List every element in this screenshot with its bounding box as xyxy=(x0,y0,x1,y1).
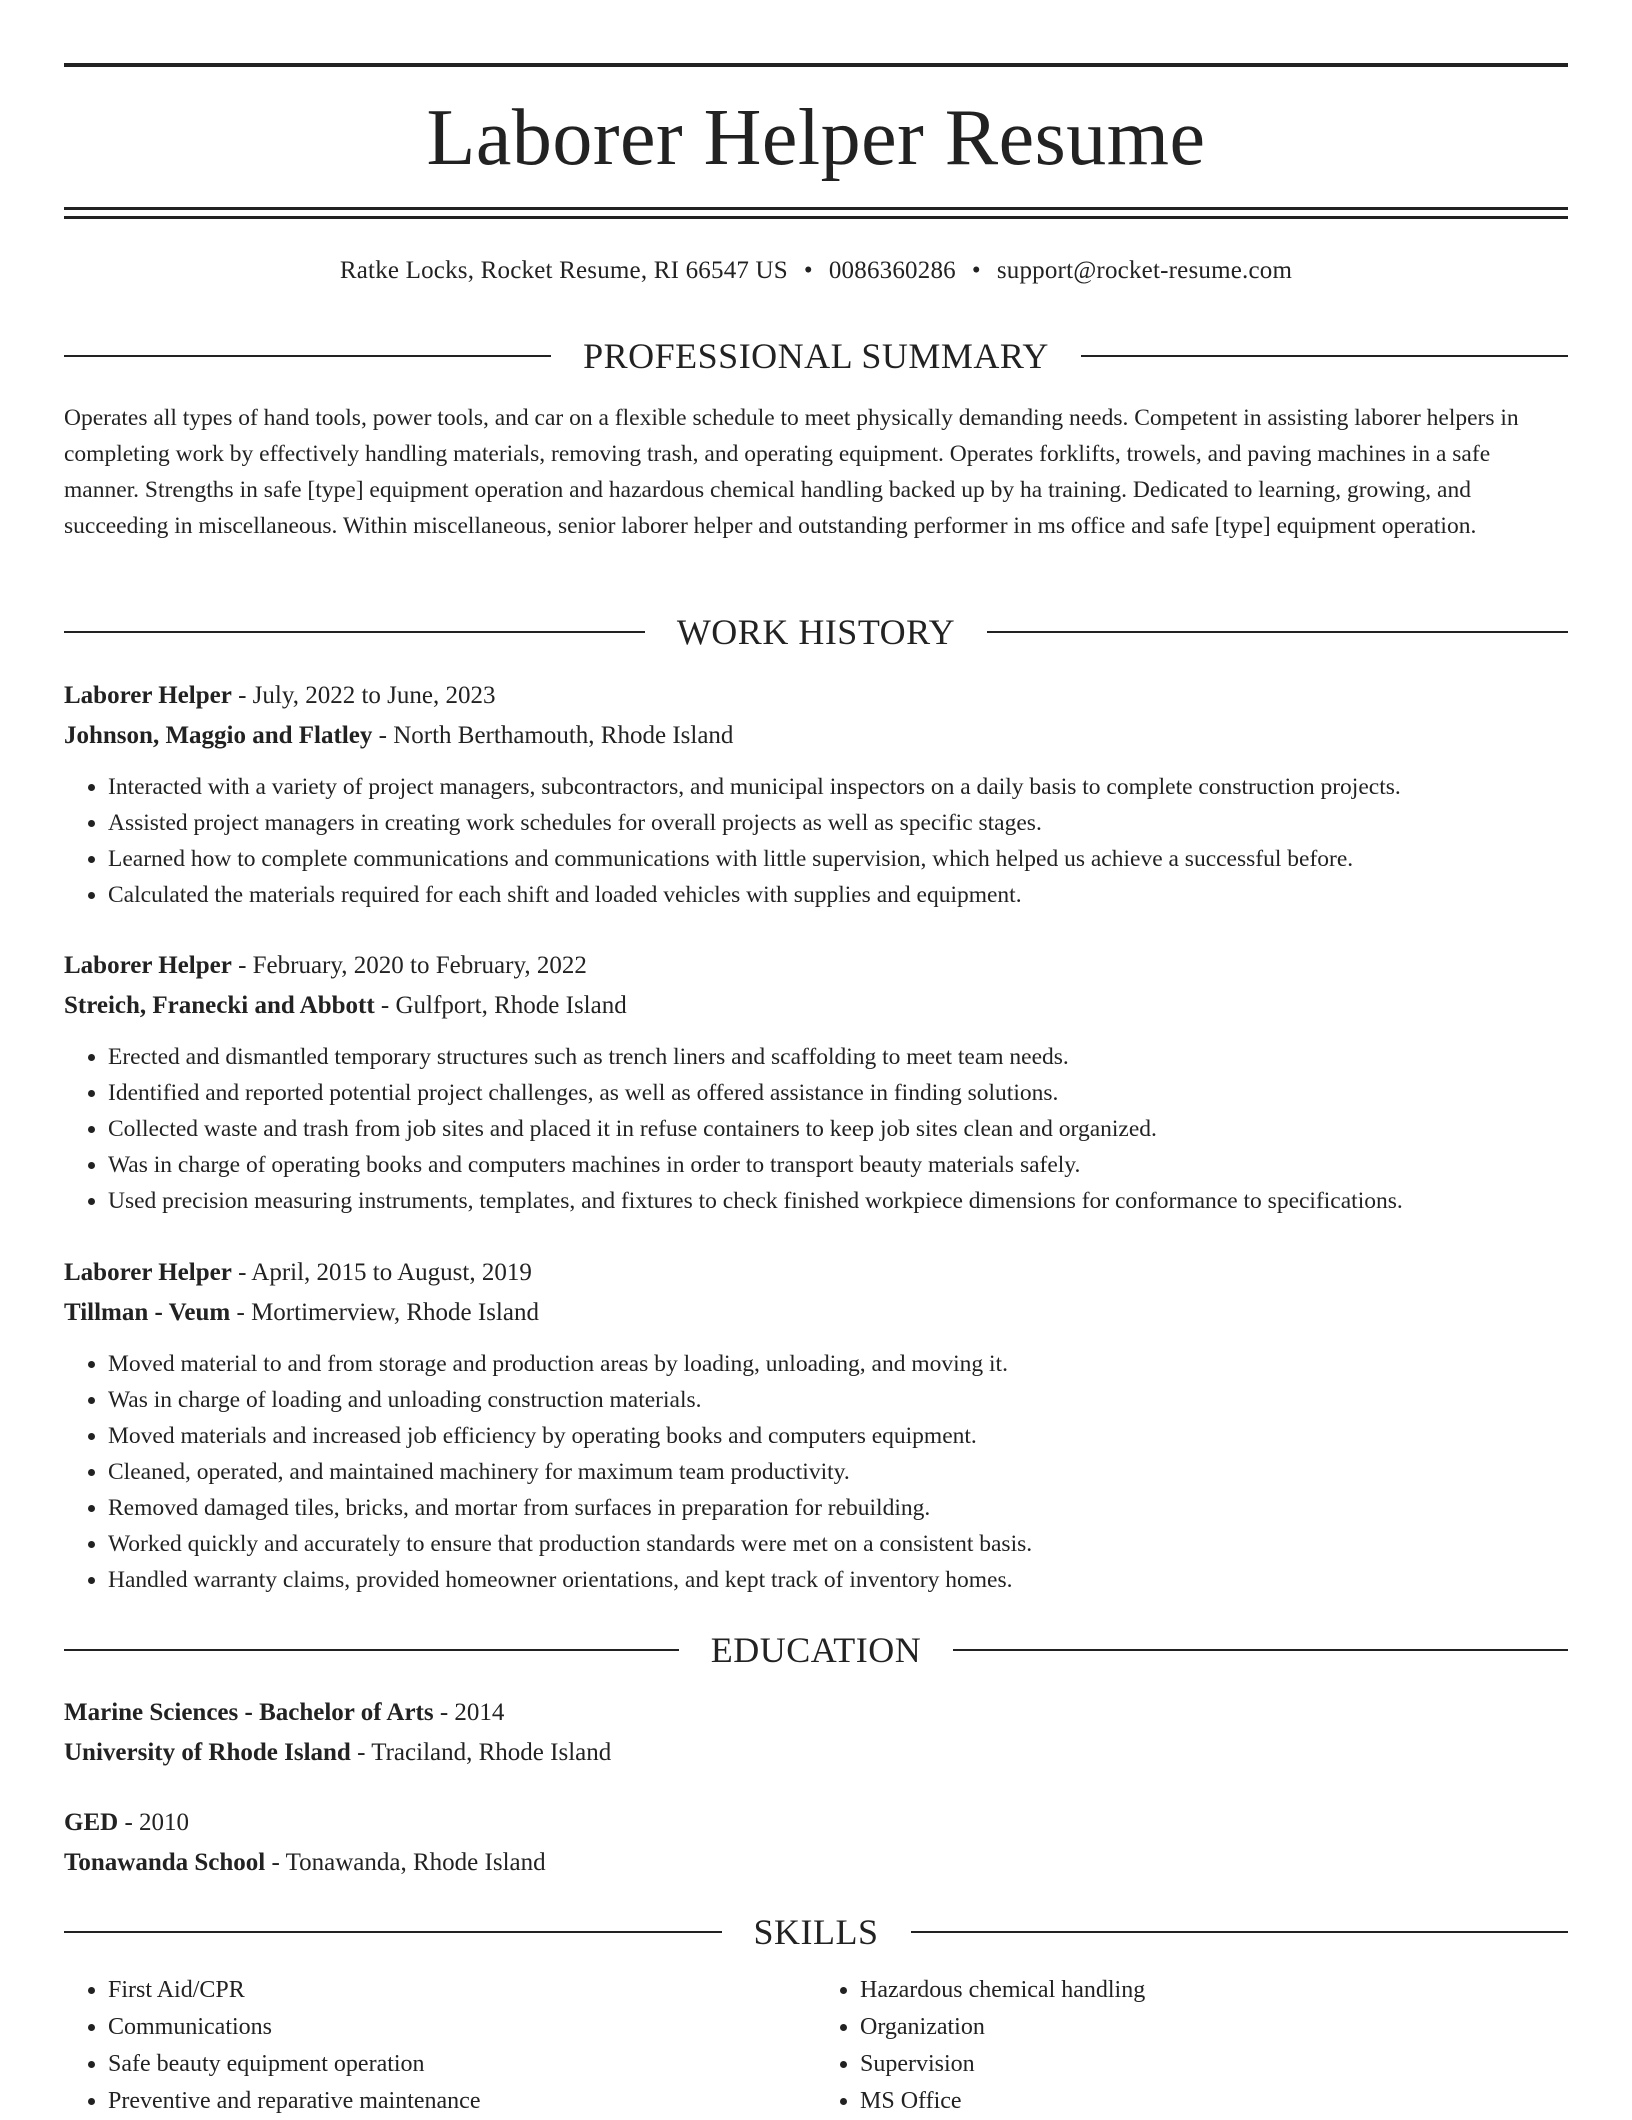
section-header-skills xyxy=(64,1910,1568,1954)
skill-item: • MS Office xyxy=(860,2083,1568,2120)
divider-line xyxy=(64,355,551,357)
job-entry xyxy=(64,677,1568,913)
job-dates: - July, 2022 to June, 2023 xyxy=(231,682,496,709)
education-school: Tonawanda School xyxy=(64,1849,266,1876)
resume-title: Laborer Helper Resume xyxy=(426,94,1206,182)
contact-phone: 0086360286 xyxy=(828,257,956,284)
list-item: • Moved materials and increased job efficiency by operating books and computers equipment. xyxy=(108,1418,1568,1454)
job-company: Johnson, Maggio and Flatley xyxy=(64,722,373,749)
list-item: • Calculated the materials required for each shift and loaded vehicles with supplies and equipment. xyxy=(108,877,1568,913)
section-header-work-history xyxy=(64,610,1568,654)
education-location: - Tonawanda, Rhode Island xyxy=(265,1849,546,1876)
skill-item: • Supervision xyxy=(860,2046,1568,2083)
skill-item: • First Aid/CPR xyxy=(108,1972,816,2009)
divider-line xyxy=(953,1649,1568,1651)
section-header-summary xyxy=(64,334,1568,378)
section-title: PROFESSIONAL SUMMARY xyxy=(583,336,1049,376)
education-degree: Marine Sciences - Bachelor of Arts xyxy=(64,1699,434,1726)
education-entry xyxy=(64,1694,1568,1772)
job-entry xyxy=(64,947,1568,1219)
job-company: Streich, Franecki and Abbott xyxy=(64,992,375,1019)
contact-separator: • xyxy=(803,257,813,284)
skill-item: • Preventive and reparative maintenance xyxy=(108,2083,816,2120)
skills-list-right xyxy=(816,1972,1568,2120)
section-title: EDUCATION xyxy=(710,1630,922,1670)
skill-item: • Organization xyxy=(860,2009,1568,2046)
education-entry xyxy=(64,1804,1568,1882)
double-rule-upper xyxy=(64,207,1568,210)
divider-line xyxy=(1081,355,1568,357)
divider-line xyxy=(64,1931,722,1933)
list-item: • Was in charge of operating books and computers machines in order to transport beauty materials safely. xyxy=(108,1147,1568,1183)
list-item: • Used precision measuring instruments, templates, and fixtures to check finished workpiece dimensions for conformance to specifications. xyxy=(108,1183,1568,1219)
list-item: • Learned how to complete communications and communications with little supervision, which helped us achieve a successful before. xyxy=(108,841,1568,877)
list-item: • Interacted with a variety of project managers, subcontractors, and municipal inspectors on a daily basis to complete construction projects. xyxy=(108,769,1568,805)
job-dates: - February, 2020 to February, 2022 xyxy=(231,952,587,979)
education-school: University of Rhode Island xyxy=(64,1739,351,1766)
job-entry xyxy=(64,1254,1568,1598)
list-item: • Erected and dismantled temporary structures such as trench liners and scaffolding to meet team needs. xyxy=(108,1039,1568,1075)
skills-columns xyxy=(64,1972,1568,2120)
list-item: • Identified and reported potential project challenges, as well as offered assistance in finding solutions. xyxy=(108,1075,1568,1111)
job-company: Tillman - Veum xyxy=(64,1299,231,1326)
list-item: • Removed damaged tiles, bricks, and mortar from surfaces in preparation for rebuilding. xyxy=(108,1490,1568,1526)
job-location: - Mortimerview, Rhode Island xyxy=(230,1299,539,1326)
skill-item: • Hazardous chemical handling xyxy=(860,1972,1568,2009)
contact-separator: • xyxy=(971,257,981,284)
skill-item: • Safe beauty equipment operation xyxy=(108,2046,816,2083)
list-item: • Collected waste and trash from job sites and placed it in refuse containers to keep job sites clean and organized. xyxy=(108,1111,1568,1147)
skills-list-left xyxy=(64,1972,816,2120)
list-item: • Was in charge of loading and unloading construction materials. xyxy=(108,1382,1568,1418)
top-rule xyxy=(64,63,1568,67)
education-location: - Traciland, Rhode Island xyxy=(350,1739,612,1766)
education-year: - 2014 xyxy=(433,1699,505,1726)
list-item: • Handled warranty claims, provided homeowner orientations, and kept track of inventory homes. xyxy=(108,1562,1568,1598)
list-item: • Moved material to and from storage and production areas by loading, unloading, and moving it. xyxy=(108,1346,1568,1382)
summary-text: Operates all types of hand tools, power tools, and car on a flexible schedule to meet physically demanding needs. Competent in assisting laborer helpers in completing work by effectively handling materials, removing trash, and operating equipment. Operates forklifts, trowels, and paving machines in a safe manner. Strengths in safe [type] equipment operation and hazardous chemical handling backed up by ha training. Dedicated to learning, growing, and succeeding in miscellaneous. Within miscellaneous, senior laborer helper and outstanding performer in ms office and safe [type] equipment operation. xyxy=(64,405,1519,539)
divider-line xyxy=(64,1649,679,1651)
divider-line xyxy=(987,631,1568,633)
job-duties-list xyxy=(64,769,1568,913)
contact-email[interactable]: support@rocket-resume.com xyxy=(996,257,1293,284)
list-item: • Worked quickly and accurately to ensure that production standards were met on a consistent basis. xyxy=(108,1526,1568,1562)
education-degree: GED xyxy=(64,1809,119,1836)
job-title: Laborer Helper xyxy=(64,682,232,709)
list-item: • Cleaned, operated, and maintained machinery for maximum team productivity. xyxy=(108,1454,1568,1490)
skill-item: • Communications xyxy=(108,2009,816,2046)
job-duties-list xyxy=(64,1039,1568,1219)
job-dates: - April, 2015 to August, 2019 xyxy=(231,1259,532,1286)
contact-address: Ratke Locks, Rocket Resume, RI 66547 US xyxy=(339,257,788,284)
job-title: Laborer Helper xyxy=(64,1259,232,1286)
job-location: - Gulfport, Rhode Island xyxy=(374,992,627,1019)
section-header-education xyxy=(64,1628,1568,1672)
job-duties-list xyxy=(64,1346,1568,1598)
job-title: Laborer Helper xyxy=(64,952,232,979)
section-title: WORK HISTORY xyxy=(676,612,956,652)
double-rule-lower xyxy=(64,216,1568,219)
list-item: • Assisted project managers in creating work schedules for overall projects as well as specific stages. xyxy=(108,805,1568,841)
section-title: SKILLS xyxy=(753,1912,879,1952)
education-year: - 2010 xyxy=(118,1809,190,1836)
divider-line xyxy=(64,631,645,633)
divider-line xyxy=(911,1931,1569,1933)
contact-line xyxy=(0,254,1632,288)
job-location: - North Berthamouth, Rhode Island xyxy=(372,722,734,749)
